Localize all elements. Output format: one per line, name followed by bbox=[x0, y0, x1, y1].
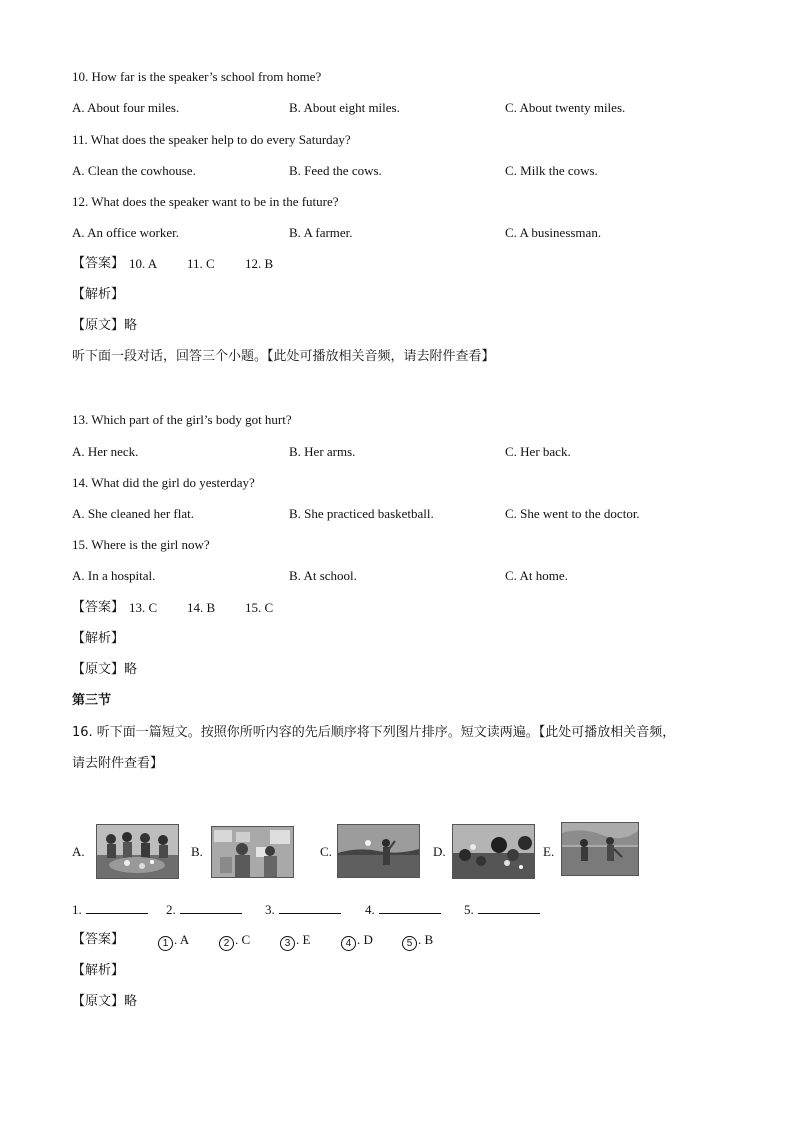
answer-16-4-value: . D bbox=[357, 932, 373, 947]
question-11: 11. What does the speaker help to do every Saturday? bbox=[72, 132, 351, 147]
question-14: 14. What did the girl do yesterday? bbox=[72, 475, 255, 490]
circled-number-4: 4 bbox=[341, 936, 356, 951]
blank-2-label: 2. bbox=[166, 902, 176, 917]
instruction-dialogue: 听下面一段对话，回答三个小题。【此处可播放相关音频，请去附件查看】 bbox=[72, 349, 495, 364]
blank-5[interactable] bbox=[464, 903, 540, 916]
blank-2-line bbox=[180, 903, 242, 914]
picture-a bbox=[96, 824, 179, 879]
blank-5-label: 5. bbox=[464, 902, 474, 917]
original-label-1: 【原文】略 bbox=[72, 318, 138, 333]
circled-number-1: 1 bbox=[158, 936, 173, 951]
picture-d bbox=[452, 824, 535, 879]
picture-e bbox=[561, 822, 639, 876]
answer-11: 11. C bbox=[187, 256, 215, 271]
answer-16-2-value: . C bbox=[235, 932, 251, 947]
question-16-line2: 请去附件查看】 bbox=[72, 756, 164, 771]
question-12: 12. What does the speaker want to be in the future? bbox=[72, 194, 339, 209]
q14-option-b: B. She practiced basketball. bbox=[289, 506, 434, 521]
answer-16-1-value: . A bbox=[174, 932, 190, 947]
circled-number-2: 2 bbox=[219, 936, 234, 951]
q11-option-b: B. Feed the cows. bbox=[289, 163, 382, 178]
question-10: 10. How far is the speaker’s school from home? bbox=[72, 69, 322, 84]
picture-label-d: D. bbox=[433, 844, 446, 859]
answer-13: 13. C bbox=[129, 600, 158, 615]
q11-option-c: C. Milk the cows. bbox=[505, 163, 598, 178]
q10-option-a: A. About four miles. bbox=[72, 100, 180, 115]
picture-label-a: A. bbox=[72, 844, 85, 859]
blank-4-label: 4. bbox=[365, 902, 375, 917]
analysis-label-2: 【解析】 bbox=[72, 631, 125, 646]
answer-14: 14. B bbox=[187, 600, 216, 615]
answer-16-5 bbox=[402, 933, 433, 951]
analysis-label-3: 【解析】 bbox=[72, 963, 125, 978]
blank-5-line bbox=[478, 903, 540, 914]
answer-10: 10. A bbox=[129, 256, 158, 271]
picture-label-b: B. bbox=[191, 844, 203, 859]
answer-16-5-value: . B bbox=[418, 932, 434, 947]
q12-option-c: C. A businessman. bbox=[505, 225, 602, 240]
blank-2[interactable] bbox=[166, 903, 242, 916]
blank-3[interactable] bbox=[265, 903, 341, 916]
q12-option-a: A. An office worker. bbox=[72, 225, 179, 240]
q11-option-a: A. Clean the cowhouse. bbox=[72, 163, 196, 178]
blank-1-label: 1. bbox=[72, 902, 82, 917]
picture-label-e: E. bbox=[543, 844, 555, 859]
q15-option-c: C. At home. bbox=[505, 568, 568, 583]
question-13: 13. Which part of the girl’s body got hurt? bbox=[72, 412, 292, 427]
blank-4-line bbox=[379, 903, 441, 914]
answer-16-2 bbox=[219, 933, 250, 951]
answer-12: 12. B bbox=[245, 256, 274, 271]
q13-option-c: C. Her back. bbox=[505, 444, 571, 459]
answer-16-4 bbox=[341, 933, 373, 951]
original-label-3: 【原文】略 bbox=[72, 994, 138, 1009]
question-16-line1: 16. 听下面一篇短文。按照你所听内容的先后顺序将下列图片排序。短文读两遍。【此处可播放相关音频， bbox=[72, 725, 676, 740]
q12-option-b: B. A farmer. bbox=[289, 225, 353, 240]
circled-number-3: 3 bbox=[280, 936, 295, 951]
q15-option-b: B. At school. bbox=[289, 568, 357, 583]
circled-number-5: 5 bbox=[402, 936, 417, 951]
q14-option-a: A. She cleaned her flat. bbox=[72, 506, 195, 521]
answer-label-3: 【答案】 bbox=[72, 932, 125, 947]
answer-16-3-value: . E bbox=[296, 932, 311, 947]
answer-label-2: 【答案】 bbox=[72, 600, 125, 615]
q14-option-c: C. She went to the doctor. bbox=[505, 506, 640, 521]
q15-option-a: A. In a hospital. bbox=[72, 568, 156, 583]
picture-b bbox=[211, 826, 294, 878]
original-label-2: 【原文】略 bbox=[72, 662, 138, 677]
section-title: 第三节 bbox=[72, 693, 112, 708]
q10-option-b: B. About eight miles. bbox=[289, 100, 400, 115]
blank-3-line bbox=[279, 903, 341, 914]
picture-label-c: C. bbox=[320, 844, 332, 859]
blank-3-label: 3. bbox=[265, 902, 275, 917]
answer-label-1: 【答案】 bbox=[72, 256, 125, 271]
answer-15: 15. C bbox=[245, 600, 274, 615]
q10-option-c: C. About twenty miles. bbox=[505, 100, 626, 115]
picture-c bbox=[337, 824, 420, 878]
analysis-label-1: 【解析】 bbox=[72, 287, 125, 302]
answer-16-1 bbox=[158, 933, 189, 951]
q13-option-a: A. Her neck. bbox=[72, 444, 139, 459]
blank-1-line bbox=[86, 903, 148, 914]
answer-16-3 bbox=[280, 933, 310, 951]
blank-1[interactable] bbox=[72, 903, 148, 916]
q13-option-b: B. Her arms. bbox=[289, 444, 356, 459]
blank-4[interactable] bbox=[365, 903, 441, 916]
question-15: 15. Where is the girl now? bbox=[72, 537, 210, 552]
